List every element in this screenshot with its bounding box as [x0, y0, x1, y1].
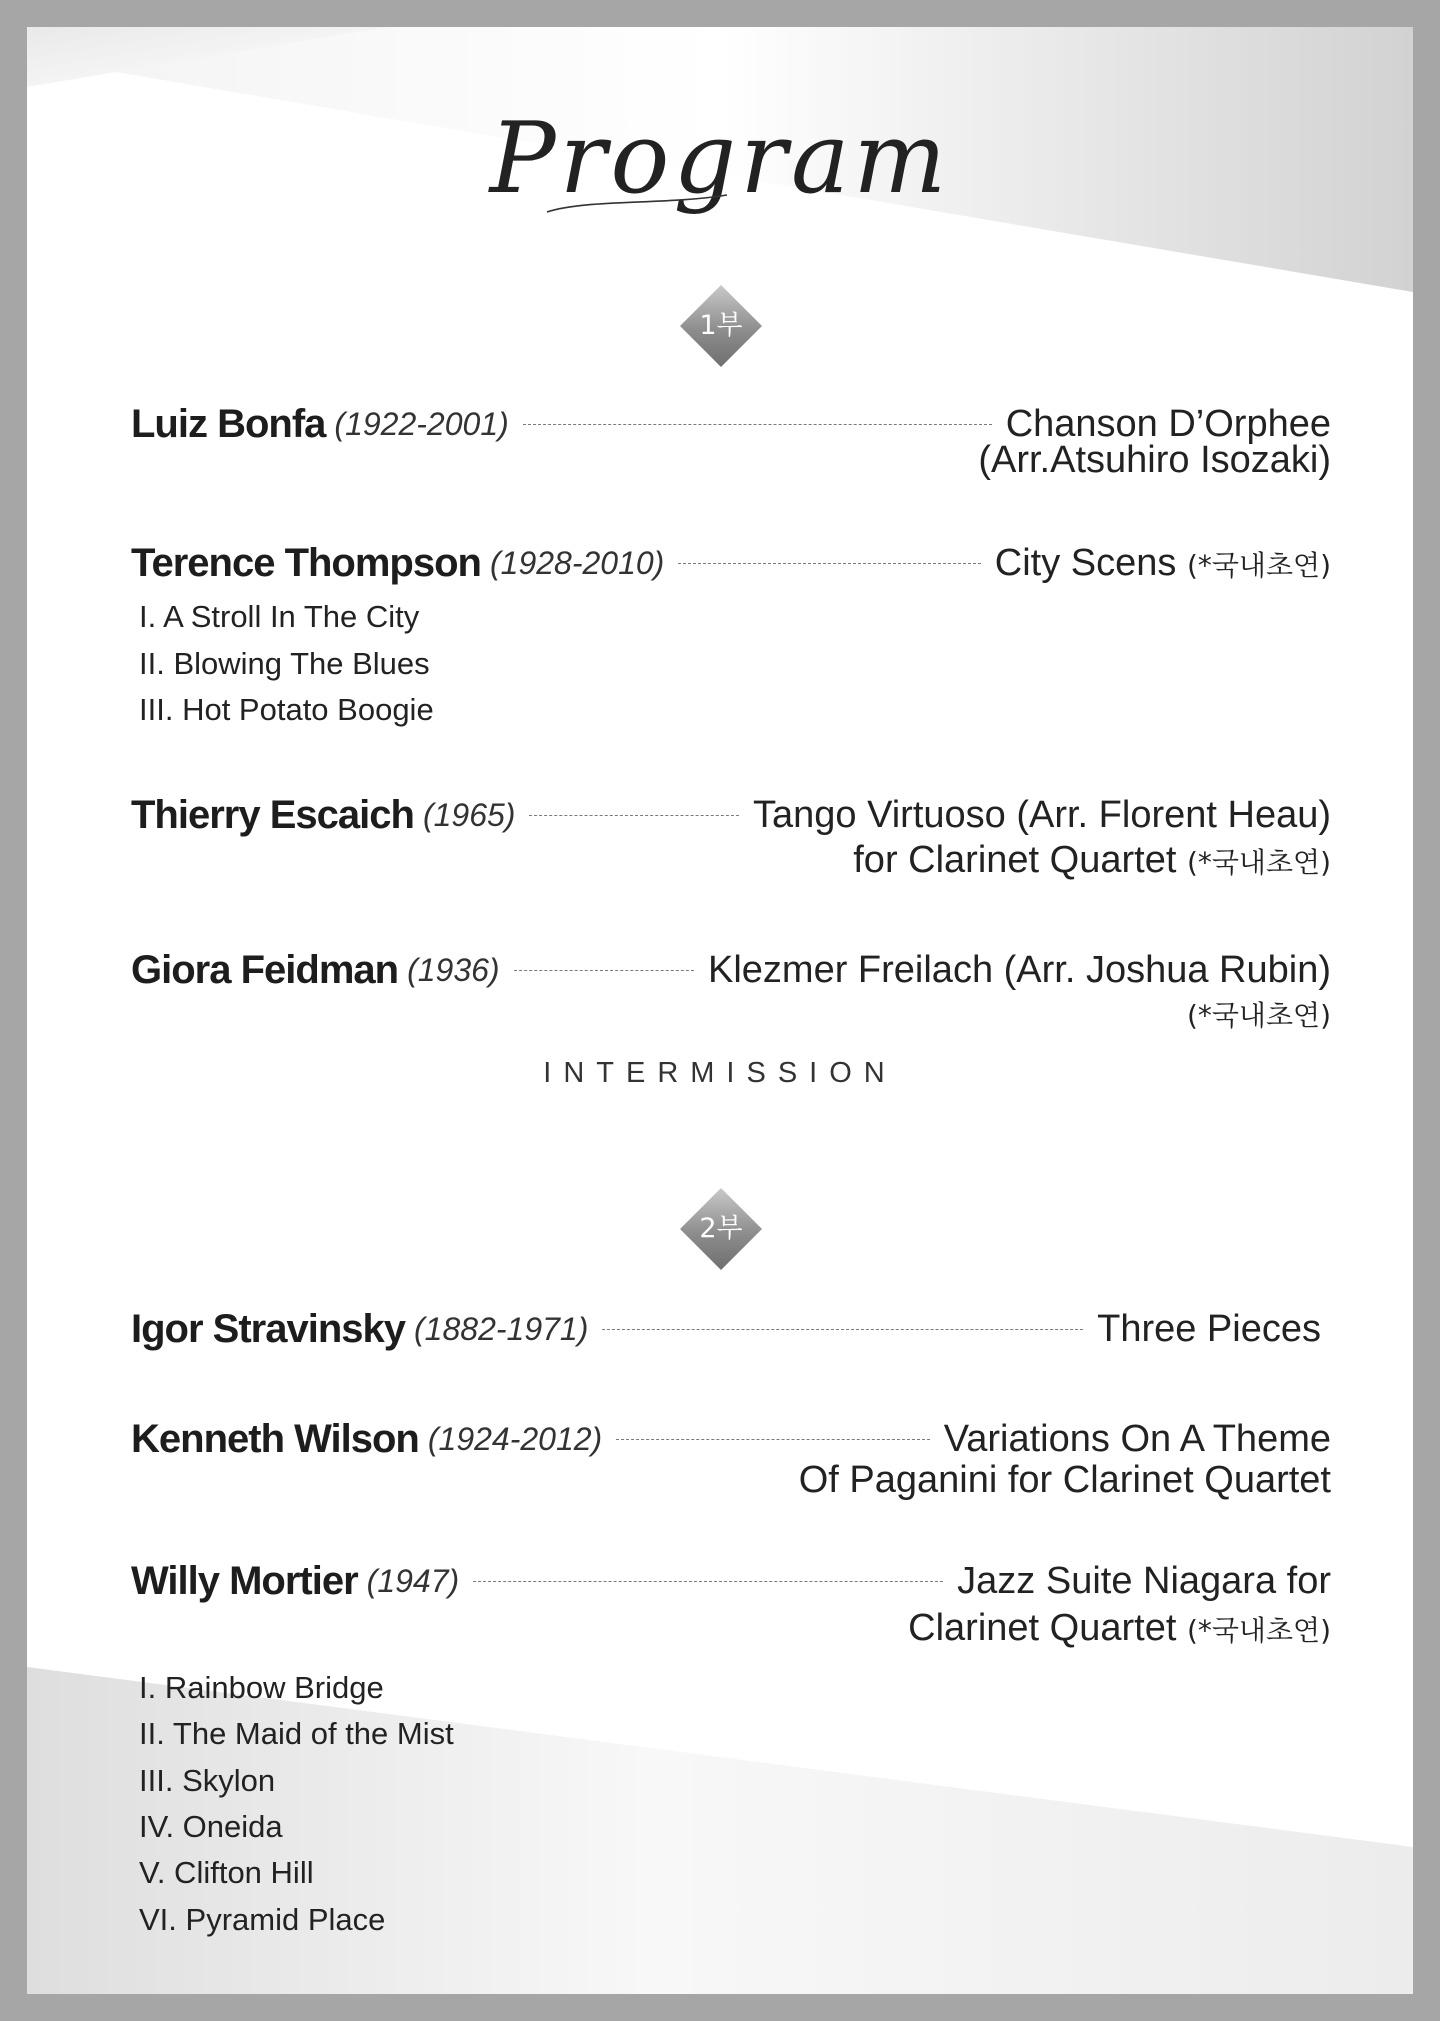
premiere-note: (*국내초연): [1186, 1614, 1331, 1647]
work-title: Tango Virtuoso (Arr. Florent Heau): [752, 793, 1331, 836]
composer-years: (1947): [366, 1562, 460, 1599]
composer-name: Willy Mortier: [131, 1558, 358, 1603]
part1-badge-label: 1부: [699, 310, 743, 341]
entry-feidman: [131, 945, 1331, 995]
intermission-label: INTERMISSION: [543, 1057, 897, 1089]
work-title: [995, 542, 1331, 585]
movement-item: I. A Stroll In The City: [139, 599, 420, 634]
entry-stravinsky: [131, 1304, 1331, 1354]
composer-years: (1922-2001): [334, 405, 509, 442]
entry-escaich: [131, 790, 1331, 840]
work-title-line2: [908, 1607, 1331, 1650]
part1-badge: [679, 284, 763, 368]
work-title: Klezmer Freilach (Arr. Joshua Rubin): [708, 948, 1331, 991]
entry-mortier: [131, 1556, 1331, 1606]
movement-item: III. Skylon: [139, 1763, 276, 1798]
program-title-text: Program: [489, 102, 951, 216]
premiere-note: (*국내초연): [1186, 846, 1331, 879]
composer-name: Kenneth Wilson: [131, 1416, 419, 1461]
entry-wilson: [131, 1414, 1331, 1464]
entry-thompson: [131, 538, 1331, 588]
composer-name: Igor Stravinsky: [131, 1306, 406, 1351]
composer-years: (1882-1971): [414, 1310, 589, 1347]
part2-badge: [679, 1187, 763, 1271]
program-card: [27, 27, 1413, 1994]
leader-dashes: [514, 970, 694, 971]
work-title-line2: Of Paganini for Clarinet Quartet: [798, 1459, 1331, 1501]
premiere-note: (*국내초연): [1186, 999, 1331, 1032]
composer-years: (1965): [422, 796, 516, 833]
movement-item: VI. Pyramid Place: [139, 1902, 386, 1937]
work-title: Variations On A Theme: [943, 1417, 1331, 1460]
composer-years: (1936): [407, 951, 500, 988]
premiere-note: (*국내초연): [1186, 548, 1331, 582]
part2-badge-label: 2부: [699, 1213, 743, 1244]
composer-years: (1924-2012): [427, 1420, 603, 1457]
leader-dashes: [523, 424, 992, 425]
work-title: Three Pieces: [1097, 1307, 1321, 1350]
work-title: Jazz Suite Niagara for: [957, 1559, 1331, 1602]
program-title: [27, 67, 1413, 267]
composer-years: (1928-2010): [489, 544, 665, 581]
movement-item: IV. Oneida: [139, 1809, 283, 1844]
movement-item: III. Hot Potato Boogie: [139, 692, 434, 727]
composer-name: Giora Feidman: [131, 947, 399, 992]
composer-name: Terence Thompson: [131, 540, 481, 585]
composer-name: Luiz Bonfa: [131, 401, 326, 446]
movement-item: I. Rainbow Bridge: [139, 1670, 384, 1705]
leader-dashes: [473, 1581, 943, 1582]
leader-dashes: [678, 563, 980, 564]
leader-dashes: [602, 1329, 1083, 1330]
work-title: Chanson D’Orphee: [1005, 402, 1331, 445]
work-title-line2: [853, 839, 1331, 882]
composer-name: Thierry Escaich: [131, 792, 414, 837]
work-title-text: Clarinet Quartet: [908, 1607, 1177, 1649]
movement-item: V. Clifton Hill: [139, 1855, 314, 1890]
leader-dashes: [616, 1439, 930, 1440]
work-title-text: for Clarinet Quartet: [853, 839, 1177, 881]
leader-dashes: [529, 815, 739, 816]
movement-item: II. The Maid of the Mist: [139, 1716, 454, 1751]
movement-item: II. Blowing The Blues: [139, 646, 430, 681]
work-title-line2: (Arr.Atsuhiro Isozaki): [978, 439, 1331, 481]
work-title-text: City Scens: [994, 541, 1177, 584]
